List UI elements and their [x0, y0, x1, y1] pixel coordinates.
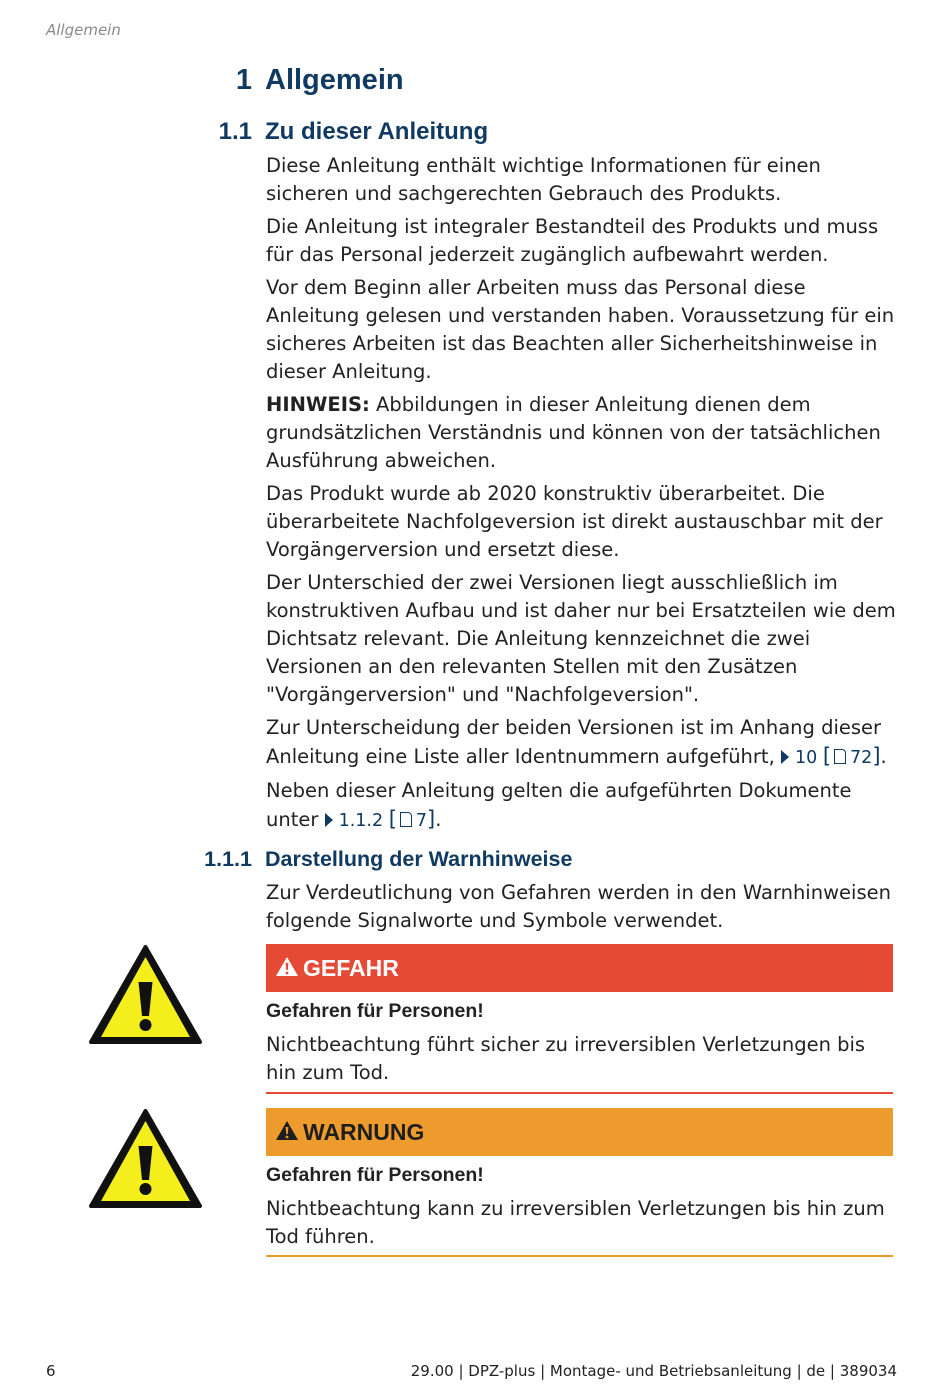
sentence-end: .: [880, 745, 887, 768]
page-icon: [400, 812, 412, 827]
section-title: Zu dieser Anleitung: [265, 118, 489, 145]
running-head: Allgemein: [46, 21, 121, 39]
note-text: Abbildungen in dieser Anleitung dienen dem grundsätzlichen Verständnis und können von der tatsächlichen Ausführung abweichen.: [266, 393, 881, 472]
ref-target: 10: [794, 748, 818, 768]
cross-reference-link[interactable]: 1.1.2 [ 7]: [325, 811, 436, 831]
signal-word: GEFAHR: [303, 955, 399, 981]
warning-sign-icon: [88, 1108, 203, 1210]
ref-page: 72: [850, 748, 873, 768]
warning-triangle-icon: [275, 956, 299, 977]
warning-sign-icon: [88, 944, 203, 1046]
divider-warnung: [266, 1255, 893, 1257]
signal-bar-warnung: [266, 1108, 893, 1156]
paragraph-availability: Die Anleitung ist integraler Bestandteil des Produkts und muss für das Personal jederzeit zugänglich aufbewahrt werden.: [266, 215, 879, 266]
subsection-heading: [0, 846, 950, 876]
chapter-title: Allgemein: [265, 64, 404, 96]
paragraph-documents: [266, 777, 896, 835]
note-label: HINWEIS:: [266, 393, 370, 416]
subsection-title: Darstellung der Warnhinweise: [265, 847, 573, 871]
divider-gefahr: [266, 1092, 893, 1094]
page-icon: [834, 749, 846, 764]
paragraph-note: [266, 391, 896, 475]
paragraph-intro: Zur Verdeutlichung von Gefahren werden in den Warnhinweisen folgende Signalworte und Symbole verwendet.: [266, 881, 891, 932]
section-heading: [0, 118, 950, 150]
paragraph-prerequisite: Vor dem Beginn aller Arbeiten muss das Personal diese Anleitung gelesen und verstanden haben. Voraussetzung für ein sicheres Arbeiten ist das Beachten aller Sicherheitshinweise in dieser Anleitung.: [266, 276, 895, 383]
arrow-right-icon: [781, 750, 789, 764]
hazard-text: Nichtbeachtung führt sicher zu irreversiblen Verletzungen bis hin zum Tod.: [266, 1033, 866, 1084]
warning-triangle-icon: [275, 1120, 299, 1141]
signal-word: WARNUNG: [303, 1119, 425, 1145]
ref-page: 7: [415, 811, 428, 831]
hazard-title: Gefahren für Personen!: [266, 1164, 484, 1186]
hazard-text: Nichtbeachtung kann zu irreversiblen Verletzungen bis hin zum Tod führen.: [266, 1197, 885, 1248]
paragraph-purpose: Diese Anleitung enthält wichtige Informationen für einen sicheren und sachgerechten Gebrauch des Produkts.: [266, 154, 821, 205]
sentence-end: .: [435, 808, 442, 831]
chapter-number: 1: [235, 64, 252, 96]
hazard-title: Gefahren für Personen!: [266, 1000, 484, 1022]
identnumbers-text: Zur Unterscheidung der beiden Versionen ist im Anhang dieser Anleitung eine Liste aller Identnummern aufgeführt,: [266, 716, 882, 768]
paragraph-versions: Der Unterschied der zwei Versionen liegt ausschließlich im konstruktiven Aufbau und ist daher nur bei Ersatzteilen wie dem Dichtsatz relevant. Die Anleitung kennzeichnet die zwei Versionen an den relevanten Stellen mit den Zusätzen "Vorgängerversion" und "Nachfolgeversion".: [266, 571, 896, 706]
footer-document-info: 29.00 | DPZ-plus | Montage- und Betriebsanleitung | de | 389034: [410, 1362, 897, 1380]
ref-target: 1.1.2: [338, 811, 384, 831]
paragraph-identnumbers: [266, 714, 896, 772]
signal-bar-gefahr: [266, 944, 893, 992]
cross-reference-link[interactable]: 10 [ 72]: [781, 748, 881, 768]
paragraph-revision: Das Produkt wurde ab 2020 konstruktiv überarbeitet. Die überarbeitete Nachfolgeversion ist direkt austauschbar mit der Vorgängerversion und ersetzt diese.: [266, 482, 883, 561]
documents-text: Neben dieser Anleitung gelten die aufgeführten Dokumente unter: [266, 779, 852, 831]
section-number: 1.1: [218, 118, 252, 145]
subsection-body: [266, 879, 896, 940]
chapter-heading: [0, 64, 950, 104]
arrow-right-icon: [325, 813, 333, 827]
page-number: 6: [46, 1362, 56, 1380]
section-body: [266, 152, 896, 840]
subsection-number: 1.1.1: [204, 847, 252, 871]
